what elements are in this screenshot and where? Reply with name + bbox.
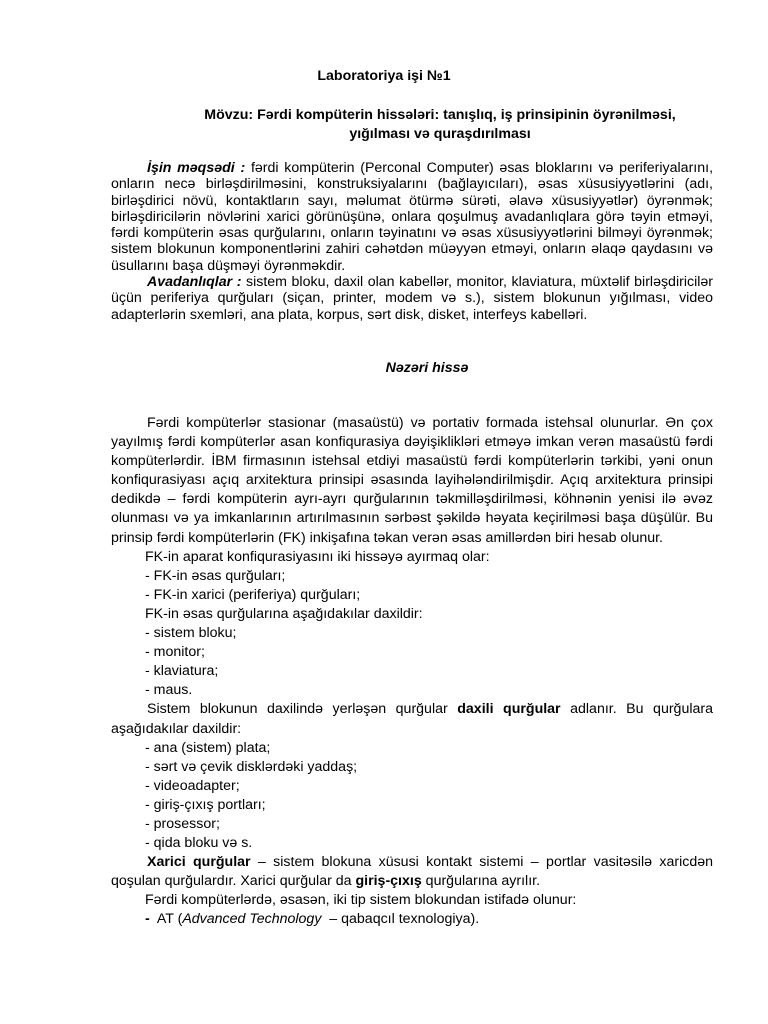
list-item: - videoadapter; bbox=[145, 777, 240, 794]
equipment-label: Avadanlıqlar : bbox=[147, 274, 242, 291]
internal-pre: Sistem blokunun daxilində yerləşən qurğular bbox=[147, 701, 458, 718]
topic-heading bbox=[150, 106, 730, 144]
goal-text: fərdi kompüterin (Perconal Computer) əsas bloklarını və periferiyalarını, onların necə birləşdirilməsini, konstruksiyalarını (bağlayıcıları), əsas xüsusiyyətlərini (adı, birləşdirici növü, kontaktların sayı, məlumat ötürmə sürəti, əlavə xüsusiyyətlər) öyrənmək; birləşdiricilərin növlərini xarici görünüşünə, onlara qoşulmuş avadanlıqlara görə təyin etməyi, fərdi kompüterin əsas qurğularını, onların təyinatını və əsas xüsusiyyətlərini bilməyi öyrənmək; sistem blokunun komponentlərini zahiri cəhətdən müəyyən etməyi, onların əlaqə qaydasını və üsullarını başa düşməyi öyrənməkdir. bbox=[111, 160, 714, 274]
external-devices-paragraph bbox=[111, 853, 713, 891]
theory-heading: Nəzəri hissə bbox=[385, 360, 469, 376]
list-item: - qida bloku və s. bbox=[145, 835, 253, 852]
theory-intro-paragraph: Fərdi kompüterlər stasionar (masaüstü) və portativ formada istehsal olunurlar. Ən çox yayılmış fərdi kompüterlər asan konfiqurasiya dəyişiklikləri etməyə imkan verən masaüstü fərdi kompüterlərdir. İBM firmasının istehsal etdiyi masaüstü fərdi kompüterlərin tərkibi, yəni onun konfiqurasiyası açıq arxitektura prinsipi əsasında layihələndirilmişdir. Açıq arxitektura prinsipi dedikdə – fərdi kompüterin ayrı-ayrı qurğularının təkmilləşdirilməsi, köhnənin yenisi ilə əvəz olunması və ya imkanlarının artırılmasının sərbəst şəkildə həyata keçirilməsi başa düşülür. Bu prinsip fərdi kompüterlərin (FK) inkişafına təkan verən əsas amillərdən biri hesab olunur. bbox=[111, 415, 713, 546]
list-item: - klaviatura; bbox=[145, 663, 219, 680]
at-post: – qabaqcıl texnologiya). bbox=[321, 911, 480, 928]
external-mid: – sistem blokuna xüsusi kontakt sistemi – portlar vasitəsilə xaricdən qoşulan qurğulardır. Xarici qurğular da bbox=[111, 854, 713, 890]
list-item: - maus. bbox=[145, 682, 193, 699]
equipment-paragraph bbox=[111, 274, 713, 323]
goal-paragraph bbox=[111, 160, 713, 274]
system-blocks-lead: Fərdi kompüterlərdə, əsasən, iki tip sistem blokundan istifadə olunur: bbox=[145, 892, 577, 909]
external-term-2: giriş-çıxış bbox=[355, 873, 422, 890]
goal-section bbox=[111, 160, 713, 323]
list-item: - sistem bloku; bbox=[145, 625, 237, 642]
list-item: - FK-in əsas qurğuları; bbox=[145, 567, 286, 584]
theory-section bbox=[111, 414, 713, 930]
goal-label: İşin məqsədi : bbox=[147, 160, 246, 176]
at-list-item bbox=[111, 910, 713, 929]
list-item: - ana (sistem) plata; bbox=[145, 739, 271, 756]
list-item: - monitor; bbox=[145, 644, 205, 661]
equipment-text: sistem bloku, daxil olan kabellər, monitor, klaviatura, müxtəlif birləşdiricilər üçün periferiya qurğuları (siçan, printer, modem və s.), sistem blokunun yığılması, video adapterlərin sxemləri, ana plata, korpus, sərt disk, disket, interfeys kabelləri. bbox=[111, 274, 713, 323]
internal-post: adlanır. Bu qurğulara aşağıdakılar daxildir: bbox=[111, 701, 713, 737]
main-devices-lead: FK-in əsas qurğularına aşağıdakılar daxildir: bbox=[145, 605, 423, 622]
internal-devices-paragraph bbox=[111, 700, 713, 738]
at-dash: - bbox=[145, 911, 150, 928]
list-item: - sərt və çevik disklərdəki yaddaş; bbox=[145, 758, 358, 775]
topic-line-2: yığılması və quraşdırılması bbox=[349, 126, 531, 142]
topic-line-1: Mövzu: Fərdi kompüterin hissələri: tanışlıq, iş prinsipinin öyrənilməsi, bbox=[204, 107, 676, 123]
document-title: Laboratoriya işi №1 bbox=[317, 68, 451, 84]
list-item: - prosessor; bbox=[145, 815, 220, 832]
at-italic: Advanced Technology bbox=[182, 911, 322, 928]
at-pre: AT ( bbox=[149, 911, 183, 928]
external-post: qurğularına ayrılır. bbox=[421, 873, 541, 890]
external-term: Xarici qurğular bbox=[147, 854, 251, 871]
list-item: - giriş-çıxış portları; bbox=[145, 796, 266, 813]
config-lead: FK-in aparat konfiqurasiyasını iki hissəyə ayırmaq olar: bbox=[145, 548, 490, 565]
internal-term: daxili qurğular bbox=[457, 701, 561, 718]
list-item: - FK-in xarici (periferiya) qurğuları; bbox=[145, 586, 361, 603]
